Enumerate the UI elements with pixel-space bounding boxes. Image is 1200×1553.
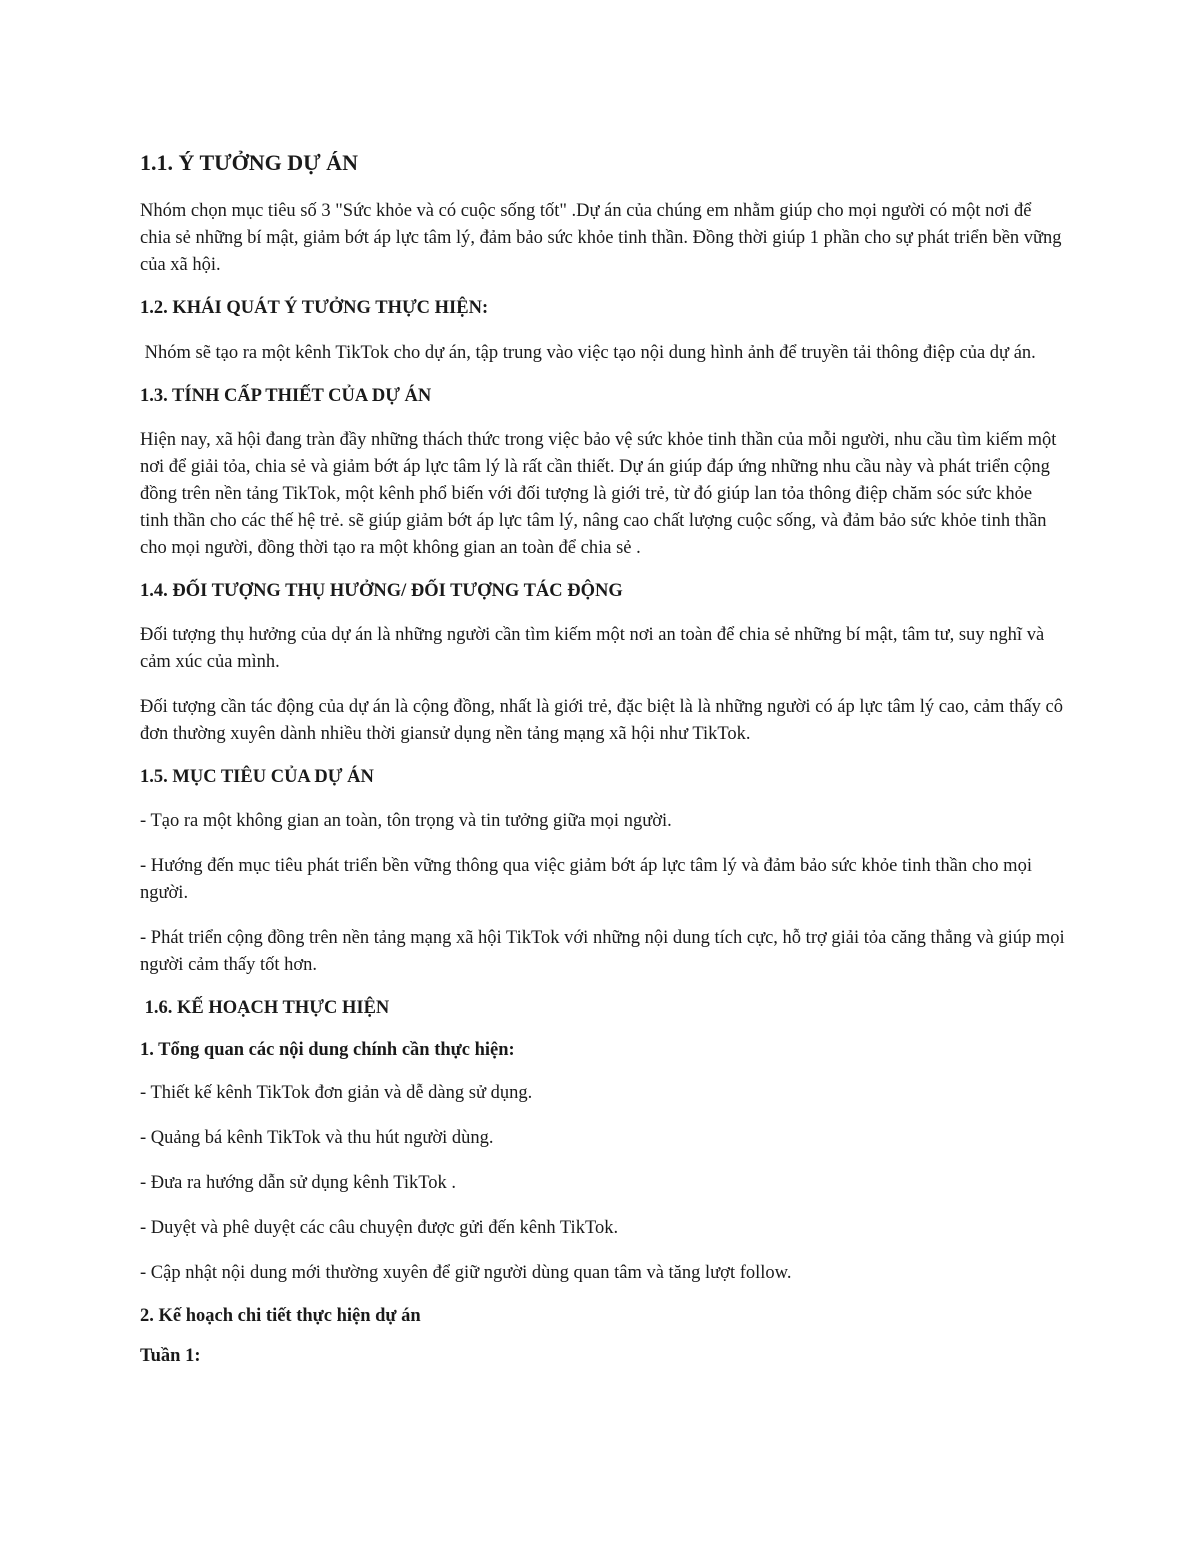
section-1-4-paragraph-1: Đối tượng thụ hưởng của dự án là những người cần tìm kiếm một nơi an toàn để chia sẻ những bí mật, tâm tư, suy nghĩ và cảm xúc của mình. — [140, 624, 1045, 672]
section-1-3-heading: 1.3. TÍNH CẤP THIẾT CỦA DỰ ÁN — [140, 385, 432, 406]
subheading-week-1: Tuần 1: — [140, 1345, 201, 1366]
list-item: - Thiết kế kênh TikTok đơn giản và dễ dàng sử dụng. — [140, 1082, 533, 1103]
list-item: - Quảng bá kênh TikTok và thu hút người dùng. — [140, 1127, 494, 1148]
list-item: - Đưa ra hướng dẫn sử dụng kênh TikTok . — [140, 1172, 457, 1193]
list-item: - Cập nhật nội dung mới thường xuyên để giữ người dùng quan tâm và tăng lượt follow. — [140, 1262, 792, 1283]
section-1-5-heading: 1.5. MỤC TIÊU CỦA DỰ ÁN — [140, 766, 374, 787]
list-item: - Phát triển cộng đồng trên nền tảng mạng xã hội TikTok với những nội dung tích cực, hỗ trợ giải tỏa căng thẳng và giúp mọi người cảm thấy tốt hơn. — [140, 928, 1065, 976]
list-item: - Tạo ra một không gian an toàn, tôn trọng và tin tưởng giữa mọi người. — [140, 811, 672, 832]
document-page — [140, 150, 1065, 1385]
section-1-6-heading: 1.6. KẾ HOẠCH THỰC HIỆN — [140, 998, 390, 1019]
list-item: - Hướng đến mục tiêu phát triển bền vững thông qua việc giảm bớt áp lực tâm lý và đảm bảo sức khỏe tinh thần cho mọi người. — [140, 856, 1032, 904]
subheading-detailed-plan: 2. Kế hoạch chi tiết thực hiện dự án — [140, 1305, 421, 1326]
section-1-2-paragraph: Nhóm sẽ tạo ra một kênh TikTok cho dự án, tập trung vào việc tạo nội dung hình ảnh để truyền tải thông điệp của dự án. — [140, 342, 1036, 363]
section-1-1-paragraph: Nhóm chọn mục tiêu số 3 "Sức khỏe và có cuộc sống tốt" .Dự án của chúng em nhằm giúp cho mọi người có một nơi để chia sẻ những bí mật, giảm bớt áp lực tâm lý, đảm bảo sức khỏe tinh thần. Đồng thời giúp 1 phần cho sự phát triển bền vững của xã hội. — [140, 201, 1062, 276]
section-1-2-heading: 1.2. KHÁI QUÁT Ý TƯỞNG THỰC HIỆN: — [140, 298, 489, 319]
section-1-4-paragraph-2: Đối tượng cần tác động của dự án là cộng đồng, nhất là giới trẻ, đặc biệt là là những người có áp lực tâm lý cao, cảm thấy cô đơn thường xuyên dành nhiều thời giansử dụng nền tảng mạng xã hội như TikTok. — [140, 696, 1064, 744]
list-item: - Duyệt và phê duyệt các câu chuyện được gửi đến kênh TikTok. — [140, 1217, 619, 1238]
section-1-4-heading: 1.4. ĐỐI TƯỢNG THỤ HƯỞNG/ ĐỐI TƯỢNG TÁC ĐỘNG — [140, 580, 623, 601]
section-1-1-heading: 1.1. Ý TƯỞNG DỰ ÁN — [140, 150, 358, 175]
subheading-overview: 1. Tổng quan các nội dung chính cần thực hiện: — [140, 1040, 515, 1061]
section-1-3-paragraph: Hiện nay, xã hội đang tràn đầy những thách thức trong việc bảo vệ sức khỏe tinh thần của mỗi người, nhu cầu tìm kiếm một nơi để giải tỏa, chia sẻ và giảm bớt áp lực tâm lý là rất cần thiết. Dự án giúp đáp ứng những nhu cầu này và phát triển cộng đồng trên nền tảng TikTok, một kênh phổ biến với đối tượng là giới trẻ, từ đó giúp lan tỏa thông điệp chăm sóc sức khỏe tinh thần cho các thế hệ trẻ. sẽ giúp giảm bớt áp lực tâm lý, nâng cao chất lượng cuộc sống, và đảm bảo sức khỏe tinh thần cho mọi người, đồng thời tạo ra một không gian an toàn để chia sẻ . — [140, 429, 1057, 558]
